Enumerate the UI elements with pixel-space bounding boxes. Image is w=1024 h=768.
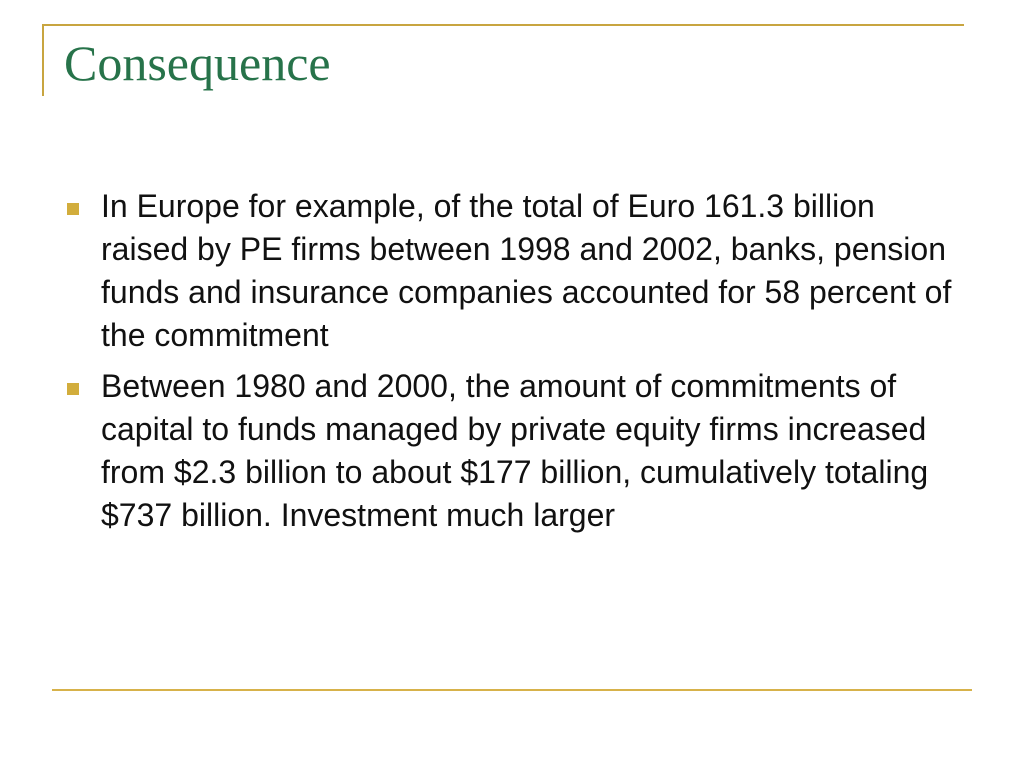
bullet-item (64, 365, 964, 537)
slide-title: Consequence (64, 35, 331, 91)
left-frame-line (42, 24, 44, 96)
top-frame-line (42, 24, 964, 26)
bullet-text: In Europe for example, of the total of Euro 161.3 billion raised by PE firms between 1998 and 2002, banks, pension funds and insurance companies accounted for 58 percent of the commitment (101, 188, 952, 353)
square-bullet-icon (67, 203, 79, 215)
bullet-text: Between 1980 and 2000, the amount of commitments of capital to funds managed by private equity firms increased from $2.3 billion to about $177 billion, cumulatively totaling $737 billion. Investment much larger (101, 368, 929, 533)
bottom-divider-line (52, 689, 972, 691)
bullet-item (64, 185, 964, 357)
square-bullet-icon (67, 383, 79, 395)
bullet-list (64, 185, 964, 545)
